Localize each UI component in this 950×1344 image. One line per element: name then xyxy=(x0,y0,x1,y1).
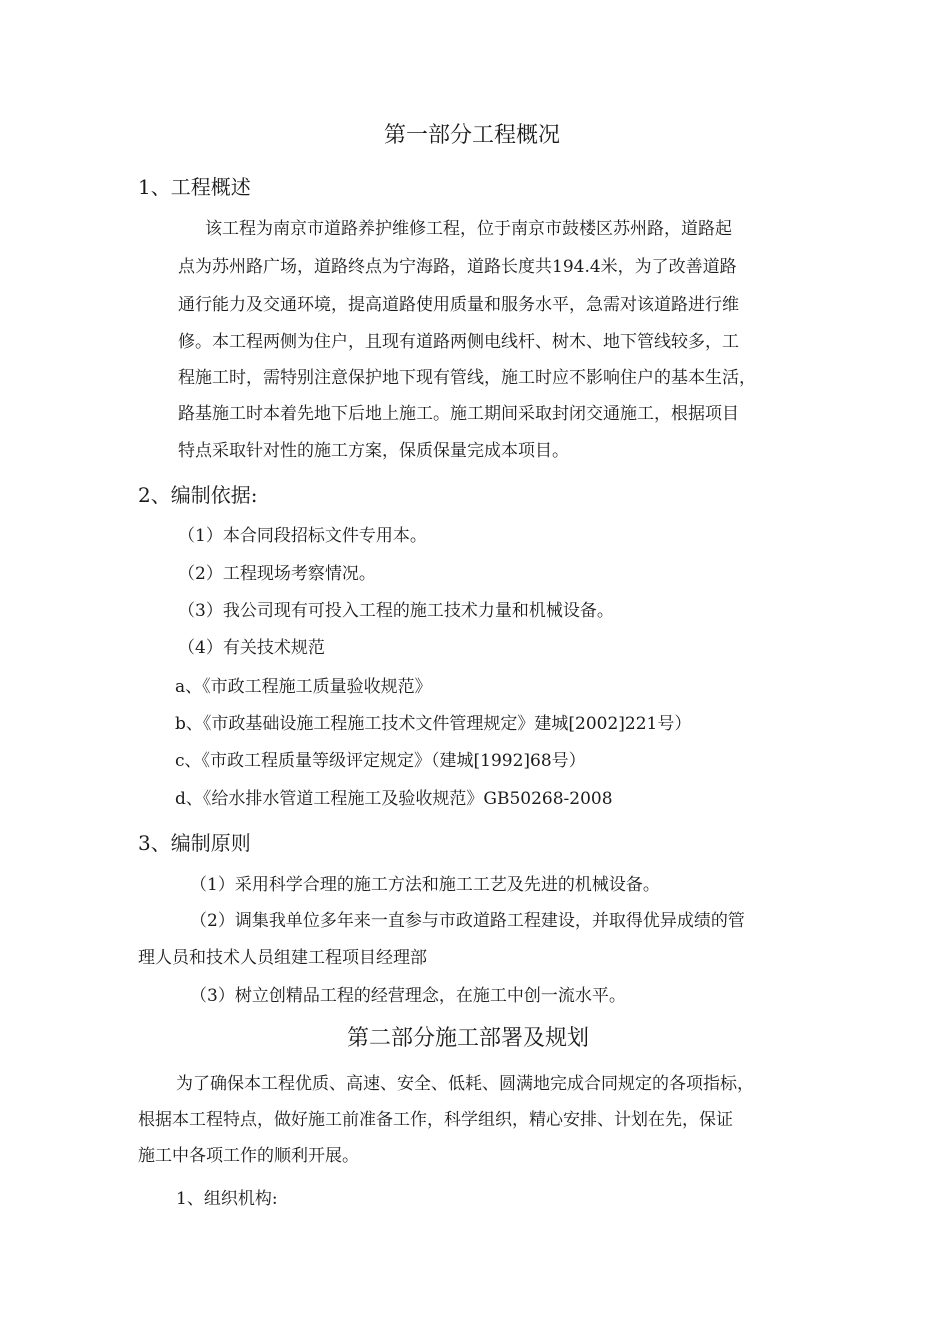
paragraph-line: 根据本工程特点，做好施工前准备工作，科学组织，精心安排、计划在先，保证 xyxy=(138,1110,733,1130)
list-item: （4）有关技术规范 xyxy=(178,638,325,658)
list-item: （2）工程现场考察情况。 xyxy=(178,564,376,584)
list-item: c、《市政工程质量等级评定规定》（建城[1992]68号） xyxy=(175,751,586,771)
paragraph-line: 路基施工时本着先地下后地上施工。施工期间采取封闭交通施工，根据项目 xyxy=(178,404,739,424)
paragraph-line: 程施工时，需特别注意保护地下现有管线，施工时应不影响住户的基本生活， xyxy=(178,368,756,388)
list-item: （1）本合同段招标文件专用本。 xyxy=(178,526,427,546)
list-item: b、《市政基础设施工程施工技术文件管理规定》建城[2002]221号） xyxy=(175,714,692,734)
paragraph-line: 修。本工程两侧为住户，且现有道路两侧电线杆、树木、地下管线较多，工 xyxy=(178,332,739,352)
paragraph-line: （2）调集我单位多年来一直参与市政道路工程建设，并取得优异成绩的管 xyxy=(190,911,745,931)
section2-heading: 2、编制依据: xyxy=(138,483,258,507)
part2-title: 第二部分施工部署及规划 xyxy=(347,1026,590,1051)
list-item: a、《市政工程施工质量验收规范》 xyxy=(175,677,432,697)
subsection-heading: 1、组织机构: xyxy=(176,1189,278,1209)
paragraph-line: 特点采取针对性的施工方案，保质保量完成本项目。 xyxy=(178,441,569,461)
list-item: （3）我公司现有可投入工程的施工技术力量和机械设备。 xyxy=(178,601,614,621)
paragraph-line: 为了确保本工程优质、高速、安全、低耗、圆满地完成合同规定的各项指标， xyxy=(176,1074,754,1094)
section1-heading: 1、工程概述 xyxy=(138,175,251,199)
part1-title: 第一部分工程概况 xyxy=(384,123,561,148)
paragraph-line: 点为苏州路广场，道路终点为宁海路，道路长度共194.4米，为了改善道路 xyxy=(178,257,737,277)
paragraph-line: （3）树立创精品工程的经营理念，在施工中创一流水平。 xyxy=(190,986,626,1006)
paragraph-line: 通行能力及交通环境，提高道路使用质量和服务水平，急需对该道路进行维 xyxy=(178,295,739,315)
paragraph-line: （1）采用科学合理的施工方法和施工工艺及先进的机械设备。 xyxy=(190,875,660,895)
paragraph-line: 施工中各项工作的顺利开展。 xyxy=(138,1146,359,1166)
paragraph-line: 理人员和技术人员组建工程项目经理部 xyxy=(138,948,427,968)
list-item: d、《给水排水管道工程施工及验收规范》GB50268-2008 xyxy=(175,789,613,809)
paragraph-line: 该工程为南京市道路养护维修工程，位于南京市鼓楼区苏州路，道路起 xyxy=(205,219,732,239)
section3-heading: 3、编制原则 xyxy=(138,831,251,855)
